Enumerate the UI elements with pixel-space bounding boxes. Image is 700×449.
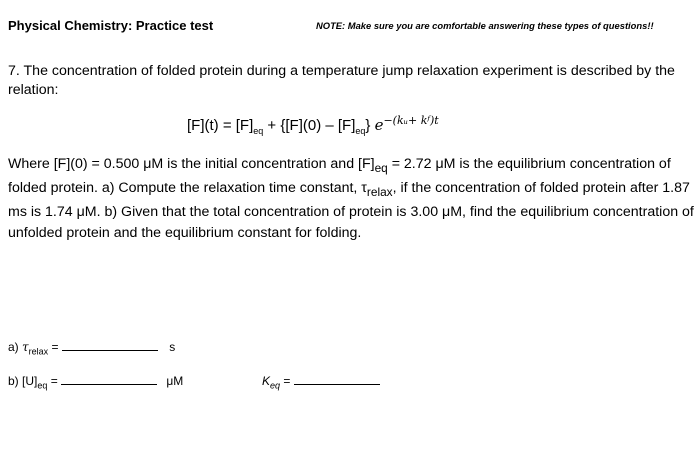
page-title: Physical Chemistry: Practice test bbox=[8, 18, 214, 33]
answer-a-row bbox=[8, 340, 175, 356]
question-body-sub2: relax bbox=[366, 185, 393, 200]
answer-a-label: a) bbox=[8, 340, 23, 354]
answer-a-equals: = bbox=[48, 340, 59, 354]
answer-b-label: b) [U] bbox=[8, 374, 38, 388]
answer-keq-row bbox=[262, 374, 380, 390]
equation-brace-end: } bbox=[365, 117, 375, 134]
answer-b-row bbox=[8, 374, 183, 390]
answer-keq-equals: = bbox=[280, 374, 291, 388]
answer-b-sub: eq bbox=[37, 380, 48, 391]
equation-exponential: e bbox=[374, 116, 384, 134]
answer-a-blank[interactable] bbox=[62, 350, 158, 351]
equation-eq-subscript: eq bbox=[253, 126, 264, 136]
answer-a-unit: s bbox=[169, 340, 176, 354]
question-body bbox=[8, 154, 696, 243]
answer-keq-blank[interactable] bbox=[294, 384, 380, 385]
answer-a-tau: τ bbox=[22, 340, 29, 354]
question-body-part1: Where [F](0) = 0.500 μM is the initial concentration and [F] bbox=[8, 156, 375, 172]
note-text: NOTE: Make sure you are comfortable answering these types of questions!! bbox=[316, 20, 654, 31]
question-body-sub1: eq bbox=[374, 160, 388, 175]
relaxation-equation bbox=[187, 116, 439, 136]
answer-b-blank[interactable] bbox=[61, 384, 157, 385]
question-intro: 7. The concentration of folded protein during a temperature jump relaxation experiment is described by the relation: bbox=[8, 63, 675, 98]
answer-keq-label: K bbox=[262, 374, 271, 388]
equation-lhs: [F](t) = [F] bbox=[187, 117, 254, 134]
answer-b-equals: = bbox=[47, 374, 58, 388]
question-body-part2: = 2.72 μM is the equilibrium concentration of folded protein. a) Compute the relaxation time constant, τ bbox=[8, 156, 671, 197]
equation-eq-subscript-2: eq bbox=[355, 126, 366, 136]
answer-a-sub: relax bbox=[28, 346, 49, 357]
equation-middle: + {[F](0) – [F] bbox=[263, 117, 356, 134]
question-body-part3: , if the concentration of folded protein after 1.87 ms is 1.74 μM. b) Given that the total concentration of protein is 3.00 μM, find the equilibrium concentration of unfolded protein and the equilibrium constant for folding. bbox=[8, 180, 694, 241]
answer-keq-sub: eq bbox=[270, 380, 281, 391]
answer-b-unit: μM bbox=[166, 374, 184, 388]
equation-exponent: −(kᵤ+ kᶠ)t bbox=[383, 114, 439, 127]
